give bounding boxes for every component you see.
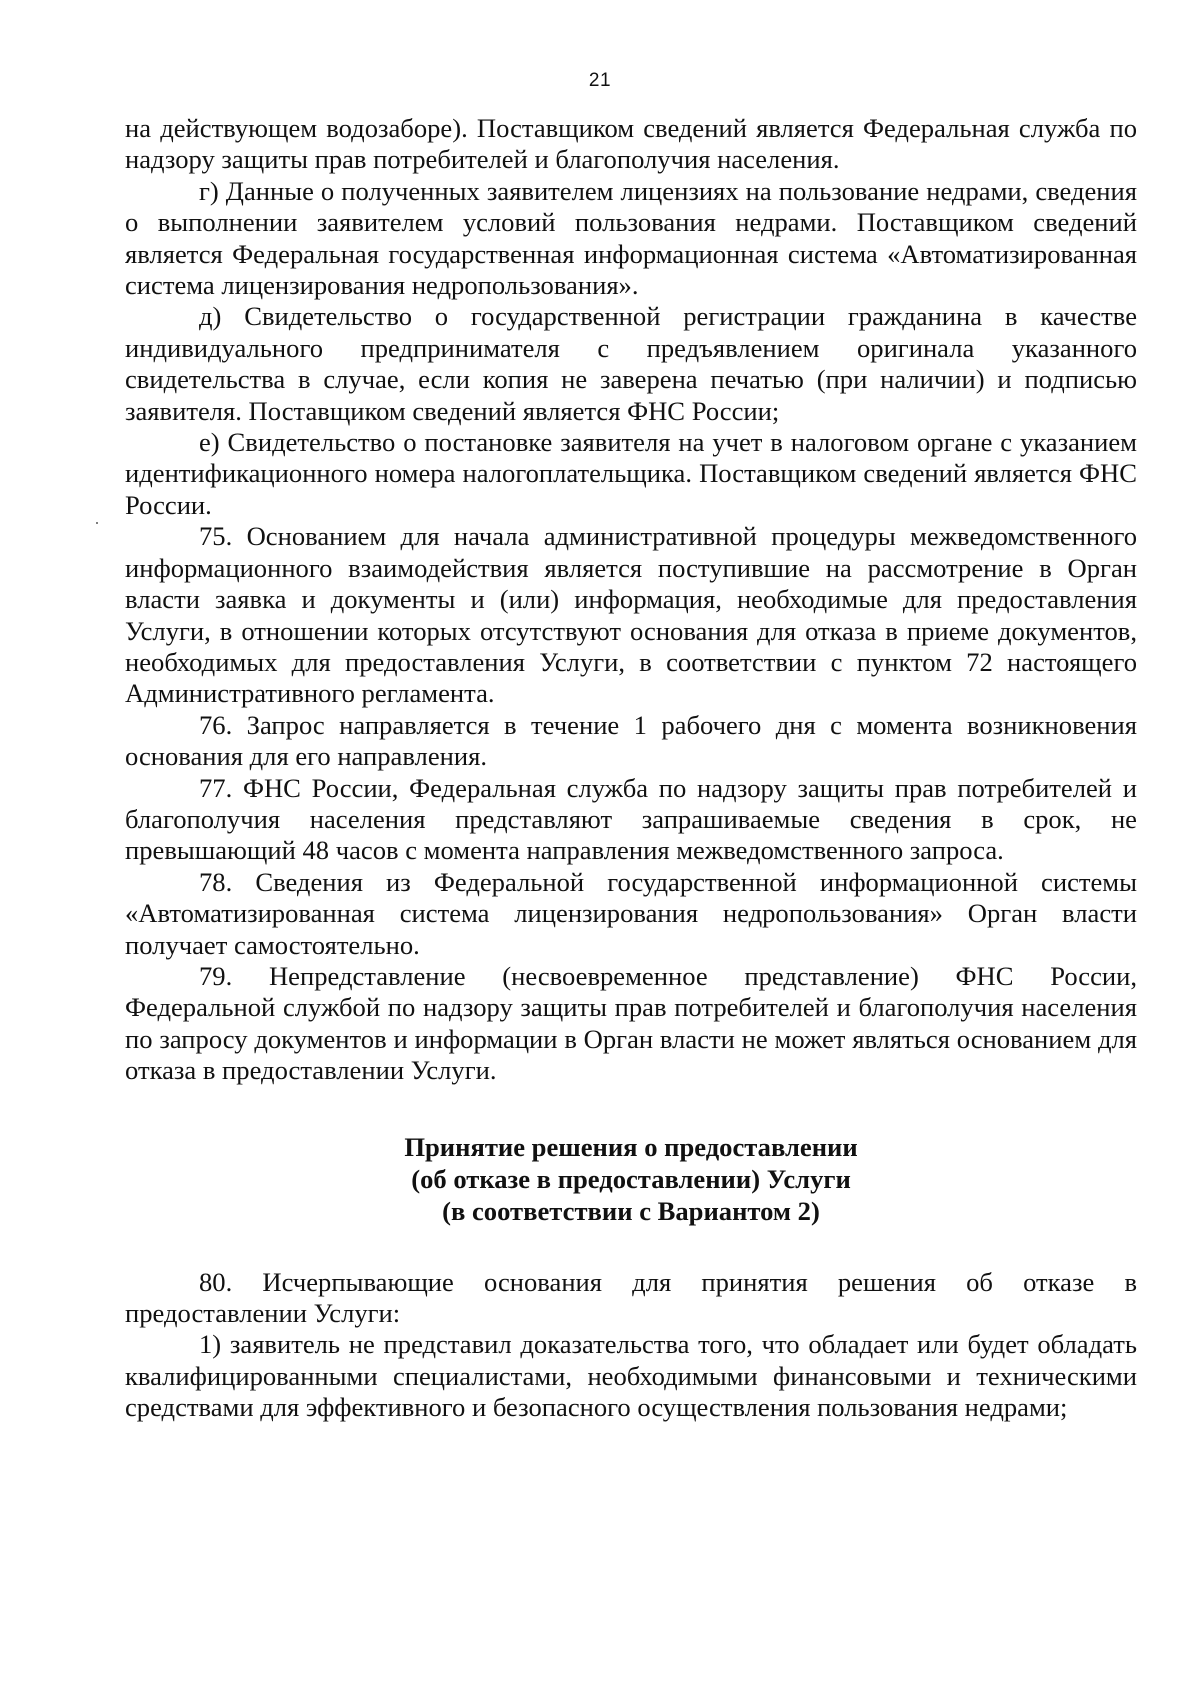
paragraph-80-item-1: 1) заявитель не представил доказательства того, что обладает или будет обладать квалифицированными специалистами, необходимыми финансовыми и техническими средствами для эффективного и безопасного осуществления пользования недрами; (125, 1329, 1137, 1423)
paragraph-e: е) Свидетельство о постановке заявителя на учет в налоговом органе с указанием идентификационного номера налогоплательщика. Поставщиком сведений является ФНС России. (125, 427, 1137, 520)
paragraph-79: 79. Непредставление (несвоевременное представление) ФНС России, Федеральной службой по надзору защиты прав потребителей и благополучия населения по запросу документов и информации в Орган власти не может являться основанием для отказа в предоставлении Услуги. (125, 960, 1137, 1086)
paragraph-continuation: на действующем водозаборе). Поставщиком сведений является Федеральная служба по надзору защиты прав потребителей и благополучия населения. (125, 113, 1137, 175)
section-heading (125, 1131, 1137, 1227)
paragraph-d: д) Свидетельство о государственной регистрации гражданина в качестве индивидуального предпринимателя с предъявлением оригинала указанного свидетельства в случае, если копия не заверена печатью (при наличии) и подписью заявителя. Поставщиком сведений является ФНС России; (125, 301, 1137, 426)
scan-speck (96, 522, 98, 524)
paragraph-77: 77. ФНС России, Федеральная служба по надзору защиты прав потребителей и благополучия населения представляют запрашиваемые сведения в срок, не превышающий 48 часов с момента направления межведомственного запроса. (125, 772, 1137, 866)
paragraph-75: 75. Основанием для начала административной процедуры межведомственного информационного взаимодействия является поступившие на рассмотрение в Орган власти заявка и документы и (или) информация, необходимые для предоставления Услуги, в отношении которых отсутствуют основания для отказа в приеме документов, необходимых для предоставления Услуги, в соответствии с пунктом 72 настоящего Административного регламента. (125, 521, 1137, 709)
paragraph-80: 80. Исчерпывающие основания для принятия решения об отказе в предоставлении Услуги: (125, 1266, 1137, 1328)
document-body (125, 113, 1137, 1424)
section-heading-line-2: (об отказе в предоставлении) Услуги (411, 1163, 851, 1194)
paragraph-76: 76. Запрос направляется в течение 1 рабочего дня с момента возникновения основания для его направления. (125, 709, 1137, 772)
section-heading-line-1: Принятие решения о предоставлении (404, 1131, 858, 1162)
paragraph-78: 78. Сведения из Федеральной государственной информационной системы «Автоматизированная система лицензирования недропользования» Орган власти получает самостоятельно. (125, 866, 1137, 960)
section-heading-line-3: (в соответствии с Вариантом 2) (442, 1195, 820, 1226)
page-number: 21 (588, 70, 612, 91)
paragraph-g: г) Данные о полученных заявителем лицензиях на пользование недрами, сведения о выполнении заявителем условий пользования недрами. Поставщиком сведений является Федеральная государственная информационная система «Автоматизированная система лицензирования недропользования». (125, 175, 1137, 301)
